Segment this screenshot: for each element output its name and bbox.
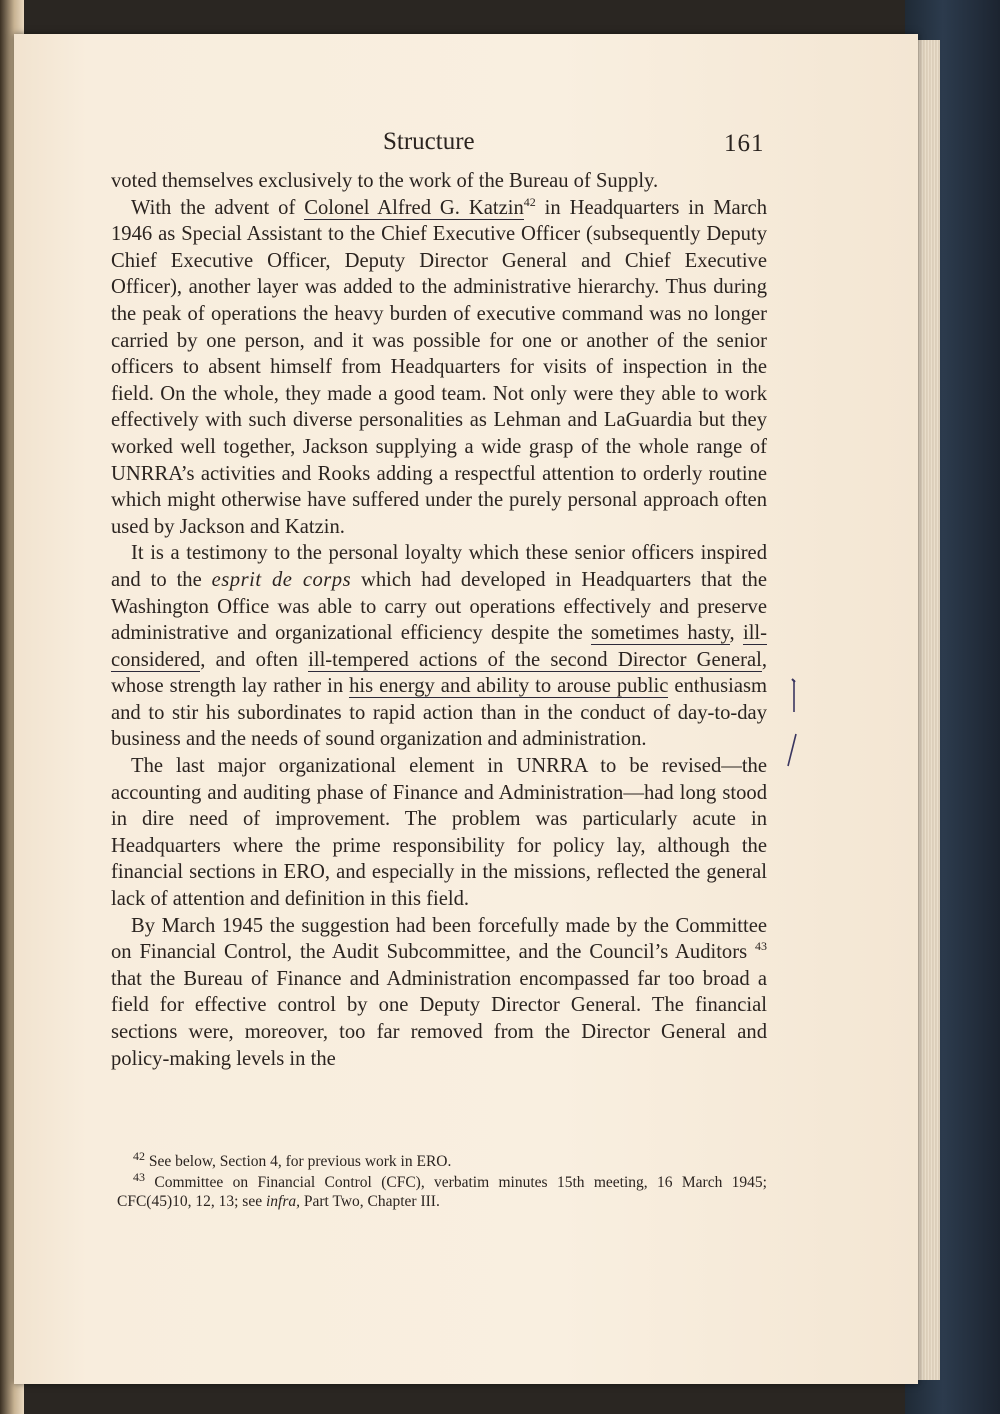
page-number: 161: [724, 130, 765, 157]
paragraph-5-text-b: that the Bureau of Finance and Administration encompassed far too broad a field for effective control by one Deputy Director General. The financial sections were, moreover, too far removed from the Director General and policy-making levels in the: [111, 967, 767, 1070]
paragraph-3-comma-2: , and often: [200, 648, 309, 671]
underlined-phrase-3: ill-tempered actions of the second Director General: [308, 648, 762, 671]
paragraph-4-text: The last major organizational element in UNRRA to be revised—the accounting and auditing phase of Finance and Administration—had long stood in dire need of improvement. The problem was particularly acute in Headquarters where the prime responsibility for policy lay, although the financial sections in ERO, and especially in the missions, reflected the general lack of attention and definition in this field.: [111, 755, 767, 911]
footnote-42-number: 42: [133, 1148, 145, 1163]
footnote-ref-42: 42: [523, 194, 536, 209]
footnote-43-italic: infra,: [265, 1193, 300, 1210]
footnote-43-text-a: Committee on Financial Control (CFC), verbatim minutes 15th meeting, 16 March 1945; CFC(45)10, 12, 13; see: [117, 1173, 767, 1210]
paragraph-3-text-a: It is a testimony to the personal loyalty which these senior officers inspired and to the: [111, 542, 767, 591]
footnotes: [117, 1148, 767, 1213]
underlined-phrase-4: his energy and ability to arouse public: [349, 675, 669, 698]
footnote-42-text: See below, Section 4, for previous work in ERO.: [145, 1153, 452, 1170]
paragraph-5: [111, 913, 767, 1073]
paragraph-1-text: voted themselves exclusively to the work of the Bureau of Supply.: [111, 170, 659, 192]
paragraph-3: [111, 540, 767, 753]
underlined-phrase-2: ill-considered: [111, 622, 767, 671]
underlined-name: Colonel Alfred G. Katzin: [304, 196, 524, 219]
footnote-43-number: 43: [133, 1169, 145, 1184]
paragraph-2-text-b: in Headquarters in March 1946 as Special Assistant to the Chief Executive Officer (subsequently Deputy Chief Executive Officer, Deputy Director General and Chief Executive Officer), another layer was added to the administrative hierarchy. Thus during the peak of operations the heavy burden of executive command was no longer carried by one person, and it was possible for one or another of the senior officers to absent himself from Headquarters for visits of inspection in the field. On the whole, they made a good team. Not only were they able to work effectively with such diverse personalities as Lehman and LaGuardia but they worked well together, Jackson supplying a wide grasp of the whole range of UNRRA’s activities and Rooks adding a respectful attention to orderly routine which might otherwise have suffered under the purely personal approach often used by Jackson and Katzin.: [111, 196, 767, 538]
margin-pencil-mark-1: [786, 676, 802, 716]
paragraph-2-text-a: With the advent of: [131, 196, 305, 219]
running-head-title: Structure: [383, 128, 475, 155]
body-text: [111, 168, 767, 1072]
footnote-ref-43: 43: [755, 939, 767, 954]
running-head: [0, 128, 1000, 162]
paragraph-5-text-a: By March 1945 the suggestion had been forcefully made by the Committee on Financial Control, the Audit Subcommittee, and the Council’s Auditors: [111, 914, 767, 964]
paragraph-2: [111, 195, 767, 541]
paragraph-4: [111, 753, 767, 913]
paragraph-3-text-b: which had developed in Headquarters that the Washington Office was able to carry out operations effectively and preserve administrative and organizational efficiency despite the: [111, 568, 767, 645]
paragraph-3-text-d: enthusiasm and to stir his subordinates to rapid action than in the conduct of day-to-day business and the needs of sound organization and administration.: [111, 675, 767, 751]
paragraph-3-text-c: , whose strength lay rather in: [111, 648, 767, 698]
footnote-43-text-b: Part Two, Chapter III.: [300, 1193, 440, 1210]
paragraph-1: [111, 168, 767, 195]
margin-pencil-mark-2: [784, 730, 800, 770]
footnote-43: [117, 1169, 767, 1212]
underlined-phrase-1: sometimes hasty: [591, 622, 730, 645]
footnote-42: [117, 1148, 767, 1172]
paragraph-3-comma-1: ,: [729, 622, 743, 645]
italic-phrase: esprit de corps: [211, 568, 352, 591]
